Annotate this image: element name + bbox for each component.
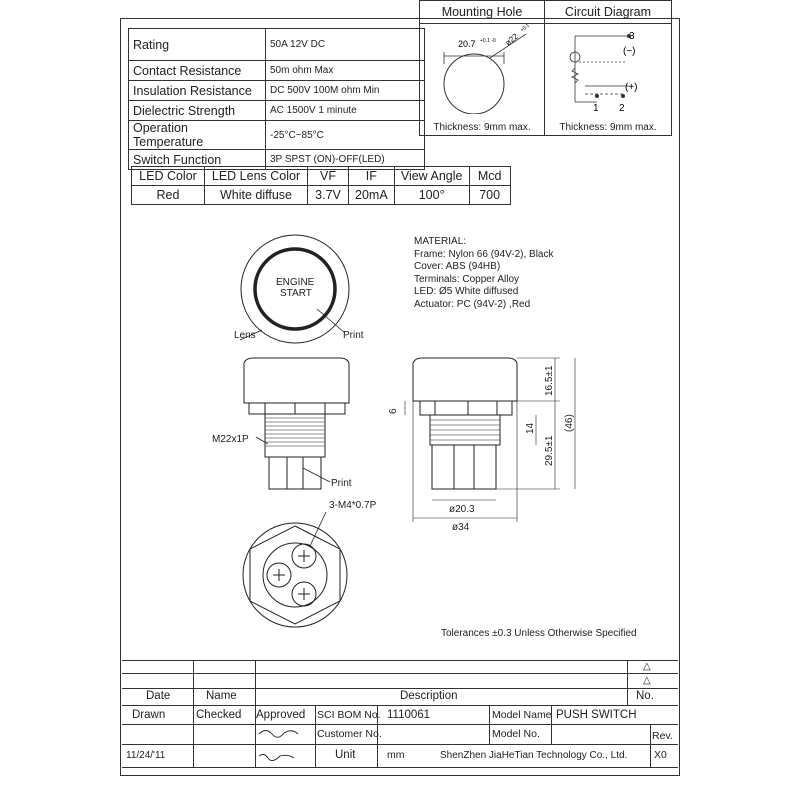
- mounting-hole-title: Mounting Hole: [420, 1, 544, 24]
- dim-height-5: 6: [388, 408, 399, 414]
- spec-key: Rating: [129, 29, 266, 61]
- hole-dim-1: 20.7: [458, 39, 476, 49]
- led-header: LED Color: [132, 167, 205, 186]
- led-header: View Angle: [394, 167, 469, 186]
- spec-key: Switch Function: [129, 150, 266, 170]
- spec-key: Insulation Resistance: [129, 81, 266, 101]
- model-name-value: PUSH SWITCH: [556, 709, 637, 721]
- sci-bom-value: 1110061: [387, 709, 431, 721]
- start-text: START: [280, 288, 312, 299]
- no-header: No.: [636, 690, 654, 702]
- spec-value: 3P SPST (ON)-OFF(LED): [266, 150, 425, 170]
- led-value: 20mA: [349, 186, 395, 205]
- unit-value: mm: [387, 749, 405, 761]
- dim-height-1: 16.5±1: [544, 365, 555, 396]
- led-value: 3.7V: [308, 186, 349, 205]
- hole-dim-2: ø22: [503, 31, 520, 48]
- drawn-label: Drawn: [132, 709, 166, 721]
- description-header: Description: [400, 690, 458, 702]
- company-name: ShenZhen JiaHeTian Technology Co., Ltd.: [440, 750, 628, 761]
- rev-label: Rev.: [652, 730, 673, 742]
- date-header: Date: [146, 690, 171, 702]
- sci-bom-label: SCI BOM No.: [317, 709, 381, 721]
- terminal-2-label: 2: [619, 103, 625, 114]
- rev-value: X0: [654, 749, 667, 761]
- tolerances-note: Tolerances ±0.3 Unless Otherwise Specified: [441, 628, 637, 639]
- terminal-3-label: 3: [629, 31, 635, 42]
- negative-label: (−): [623, 46, 636, 57]
- dim-height-4: 14: [525, 422, 536, 434]
- approved-label: Approved: [256, 709, 306, 721]
- circuit-thickness: Thickness: 9mm max.: [559, 122, 657, 133]
- terminal-1-label: 1: [593, 103, 599, 114]
- spec-key: Operation Temperature: [129, 121, 266, 150]
- dim-diameter-2: ø34: [452, 522, 470, 533]
- material-line: Frame: Nylon 66 (94V-2), Black: [414, 248, 554, 260]
- mounting-thickness: Thickness: 9mm max.: [433, 122, 531, 133]
- led-header: IF: [349, 167, 395, 186]
- led-value: White diffuse: [205, 186, 308, 205]
- dim-height-2: 29.5±1: [544, 435, 555, 466]
- hole-dim-2-tol: +0.1 -0: [519, 24, 536, 34]
- dim-diameter-1: ø20.3: [449, 504, 475, 515]
- engine-text: ENGINE: [276, 277, 315, 288]
- date-value: 11/24/'11: [126, 750, 166, 761]
- led-value: 700: [469, 186, 510, 205]
- print-label-2: Print: [331, 478, 352, 489]
- led-value: Red: [132, 186, 205, 205]
- material-line: LED: Ø5 White diffused: [414, 286, 519, 297]
- spec-value: 50A 12V DC: [266, 29, 425, 61]
- customer-no-label: Customer No.: [317, 728, 382, 740]
- spec-value: AC 1500V 1 minute: [266, 101, 425, 121]
- spec-value: 50m ohm Max: [266, 61, 425, 81]
- model-name-label: Model Name: [492, 709, 552, 721]
- spec-value: -25°C~85°C: [266, 121, 425, 150]
- led-header: VF: [308, 167, 349, 186]
- checked-label: Checked: [196, 709, 242, 721]
- signature-marks: [254, 724, 374, 774]
- lens-label: Lens: [234, 330, 256, 341]
- material-line: Terminals: Copper Alloy: [414, 273, 520, 285]
- dim-height-3: (46): [564, 414, 575, 432]
- spec-key: Contact Resistance: [129, 61, 266, 81]
- thread-label: M22x1P: [212, 434, 249, 445]
- print-label: Print: [343, 330, 364, 341]
- spec-value: DC 500V 100M ohm Min: [266, 81, 425, 101]
- led-value: 100°: [394, 186, 469, 205]
- led-header: Mcd: [469, 167, 510, 186]
- spec-key: Dielectric Strength: [129, 101, 266, 121]
- name-header: Name: [206, 690, 237, 702]
- material-title: MATERIAL:: [414, 236, 467, 247]
- hole-dim-1-tol: +0.1 -0: [480, 38, 496, 44]
- material-line: Actuator: PC (94V-2) ,Red: [414, 298, 531, 310]
- led-header: LED Lens Color: [205, 167, 308, 186]
- screw-label: 3-M4*0.7P: [329, 500, 377, 511]
- model-no-label: Model No.: [492, 728, 540, 740]
- positive-label: (+): [625, 82, 638, 93]
- material-line: Cover: ABS (94HB): [414, 261, 501, 272]
- circuit-diagram-title: Circuit Diagram: [545, 1, 671, 24]
- unit-label: Unit: [335, 749, 356, 761]
